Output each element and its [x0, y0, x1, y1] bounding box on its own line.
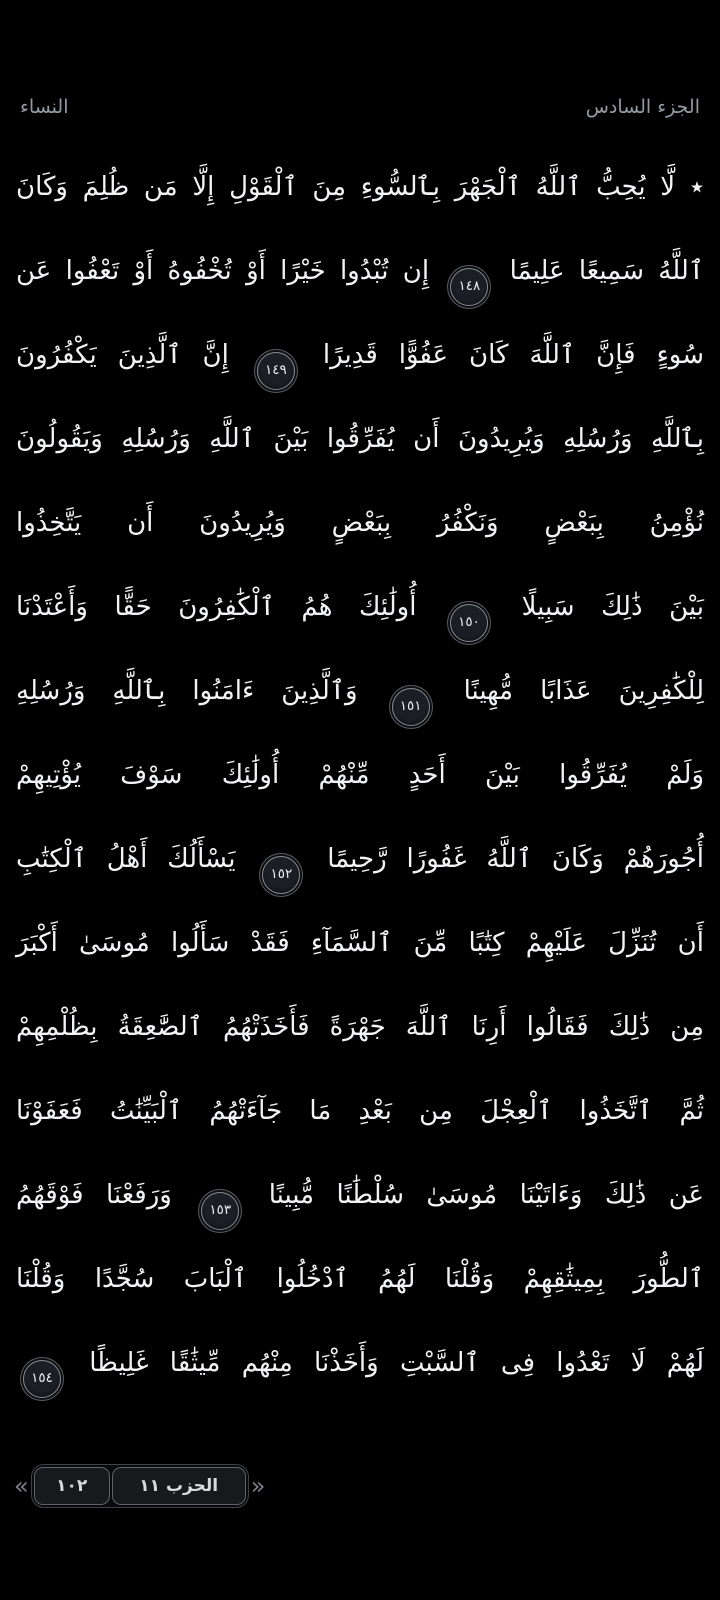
- ayah-end-marker: ١٥٠: [450, 604, 488, 642]
- quran-line[interactable]: [16, 314, 704, 398]
- verse-text-run: نُؤْمِنُ بِبَعْضٍ وَنَكْفُرُ بِبَعْضٍ وَيُرِيدُونَ أَن يَتَّخِذُوا: [16, 508, 704, 538]
- hizb-pill[interactable]: [112, 1467, 246, 1505]
- quran-line[interactable]: [16, 230, 704, 314]
- quran-line[interactable]: [16, 986, 704, 1070]
- verse-text-run: إِنَّ ٱلَّذِينَ يَكْفُرُونَ: [16, 340, 229, 370]
- verse-text-run: بِٱللَّهِ وَرُسُلِهِ وَيُرِيدُونَ أَن يُفَرِّقُوا بَيْنَ ٱللَّهِ وَرُسُلِهِ وَيَقُولُونَ: [16, 424, 704, 454]
- quran-line[interactable]: [16, 1322, 704, 1406]
- verse-text-run: إِن تُبْدُوا خَيْرًا أَوْ تُخْفُوهُ أَوْ تَعْفُوا عَن: [16, 256, 430, 286]
- ayah-end-marker: ١٤٨: [450, 268, 488, 306]
- verse-text-run: يَسْأَلُكَ أَهْلُ ٱلْكِتَٰبِ: [16, 844, 236, 874]
- footer-pill-group: [31, 1464, 249, 1508]
- verse-text-run: لِلْكَٰفِرِينَ عَذَابًا مُّهِينًا: [463, 676, 705, 706]
- mushaf-page[interactable]: [0, 146, 720, 1406]
- ayah-end-marker: ١٥٢: [262, 856, 300, 894]
- footer-ornament-left-icon: «: [14, 1472, 29, 1500]
- verse-text-run: وَرَفَعْنَا فَوْقَهُمُ: [16, 1180, 172, 1210]
- hizb-label: الحزب ١١: [139, 1476, 219, 1496]
- quran-line[interactable]: [16, 734, 704, 818]
- verse-text-run: أَن تُنَزِّلَ عَلَيْهِمْ كِتَٰبًا مِّنَ ٱلسَّمَآءِ فَقَدْ سَأَلُوا مُوسَىٰ أَكْبَرَ: [16, 928, 704, 958]
- verse-text-run: سُوءٍ فَإِنَّ ٱللَّهَ كَانَ عَفُوًّا قَدِيرًا: [322, 340, 705, 370]
- ayah-end-marker: ١٤٩: [257, 352, 295, 390]
- quran-line[interactable]: [16, 650, 704, 734]
- page-footer: [14, 1464, 265, 1508]
- ayah-end-marker: ١٥٣: [201, 1192, 239, 1230]
- verse-text-run: ٭ لَّا يُحِبُّ ٱللَّهُ ٱلْجَهْرَ بِٱلسُّوءِ مِنَ ٱلْقَوْلِ إِلَّا مَن ظُلِمَ وَكَانَ: [16, 172, 704, 202]
- page-number-pill[interactable]: [34, 1467, 110, 1505]
- quran-line[interactable]: [16, 146, 704, 230]
- verse-text-run: وَٱلَّذِينَ ءَامَنُوا بِٱللَّهِ وَرُسُلِهِ: [16, 676, 358, 706]
- verse-text-run: وَلَمْ يُفَرِّقُوا بَيْنَ أَحَدٍ مِّنْهُمْ أُولَٰئِكَ سَوْفَ يُؤْتِيهِمْ: [16, 760, 704, 790]
- page-header: [0, 94, 720, 120]
- verse-text-run: أُولَٰئِكَ هُمُ ٱلْكَٰفِرُونَ حَقًّا وَأَعْتَدْنَا: [16, 592, 417, 622]
- ayah-end-marker: ١٥١: [392, 688, 430, 726]
- surah-label[interactable]: النساء: [20, 96, 69, 118]
- verse-text-run: أُجُورَهُمْ وَكَانَ ٱللَّهُ غَفُورًا رَّحِيمًا: [327, 844, 705, 874]
- ayah-end-marker: ١٥٤: [23, 1360, 61, 1398]
- verse-text-run: بَيْنَ ذَٰلِكَ سَبِيلًا: [521, 592, 704, 622]
- quran-line[interactable]: [16, 1070, 704, 1154]
- footer-ornament-right-icon: »: [250, 1472, 266, 1500]
- quran-line[interactable]: [16, 818, 704, 902]
- quran-line[interactable]: [16, 482, 704, 566]
- verse-text-run: عَن ذَٰلِكَ وَءَاتَيْنَا مُوسَىٰ سُلْطَٰنًا مُّبِينًا: [268, 1180, 705, 1210]
- quran-line[interactable]: [16, 398, 704, 482]
- verse-text-run: مِن ذَٰلِكَ فَقَالُوا أَرِنَا ٱللَّهَ جَهْرَةً فَأَخَذَتْهُمُ ٱلصَّٰعِقَةُ بِظُلْمِهِمْ: [16, 1012, 704, 1042]
- verse-text-run: ٱللَّهُ سَمِيعًا عَلِيمًا: [509, 256, 704, 286]
- verse-text-run: ثُمَّ ٱتَّخَذُوا ٱلْعِجْلَ مِن بَعْدِ مَا جَآءَتْهُمُ ٱلْبَيِّنَٰتُ فَعَفَوْنَا: [16, 1096, 704, 1126]
- page-number-label: ١٠٢: [56, 1476, 88, 1496]
- quran-line[interactable]: [16, 902, 704, 986]
- quran-line[interactable]: [16, 1238, 704, 1322]
- verse-text-run: ٱلطُّورَ بِمِيثَٰقِهِمْ وَقُلْنَا لَهُمُ ٱدْخُلُوا ٱلْبَابَ سُجَّدًا وَقُلْنَا: [16, 1264, 704, 1294]
- juz-label[interactable]: الجزء السادس: [585, 96, 700, 118]
- quran-line[interactable]: [16, 566, 704, 650]
- quran-line[interactable]: [16, 1154, 704, 1238]
- verse-text-run: لَهُمْ لَا تَعْدُوا فِى ٱلسَّبْتِ وَأَخَذْنَا مِنْهُم مِّيثَٰقًا غَلِيظًا: [89, 1348, 704, 1378]
